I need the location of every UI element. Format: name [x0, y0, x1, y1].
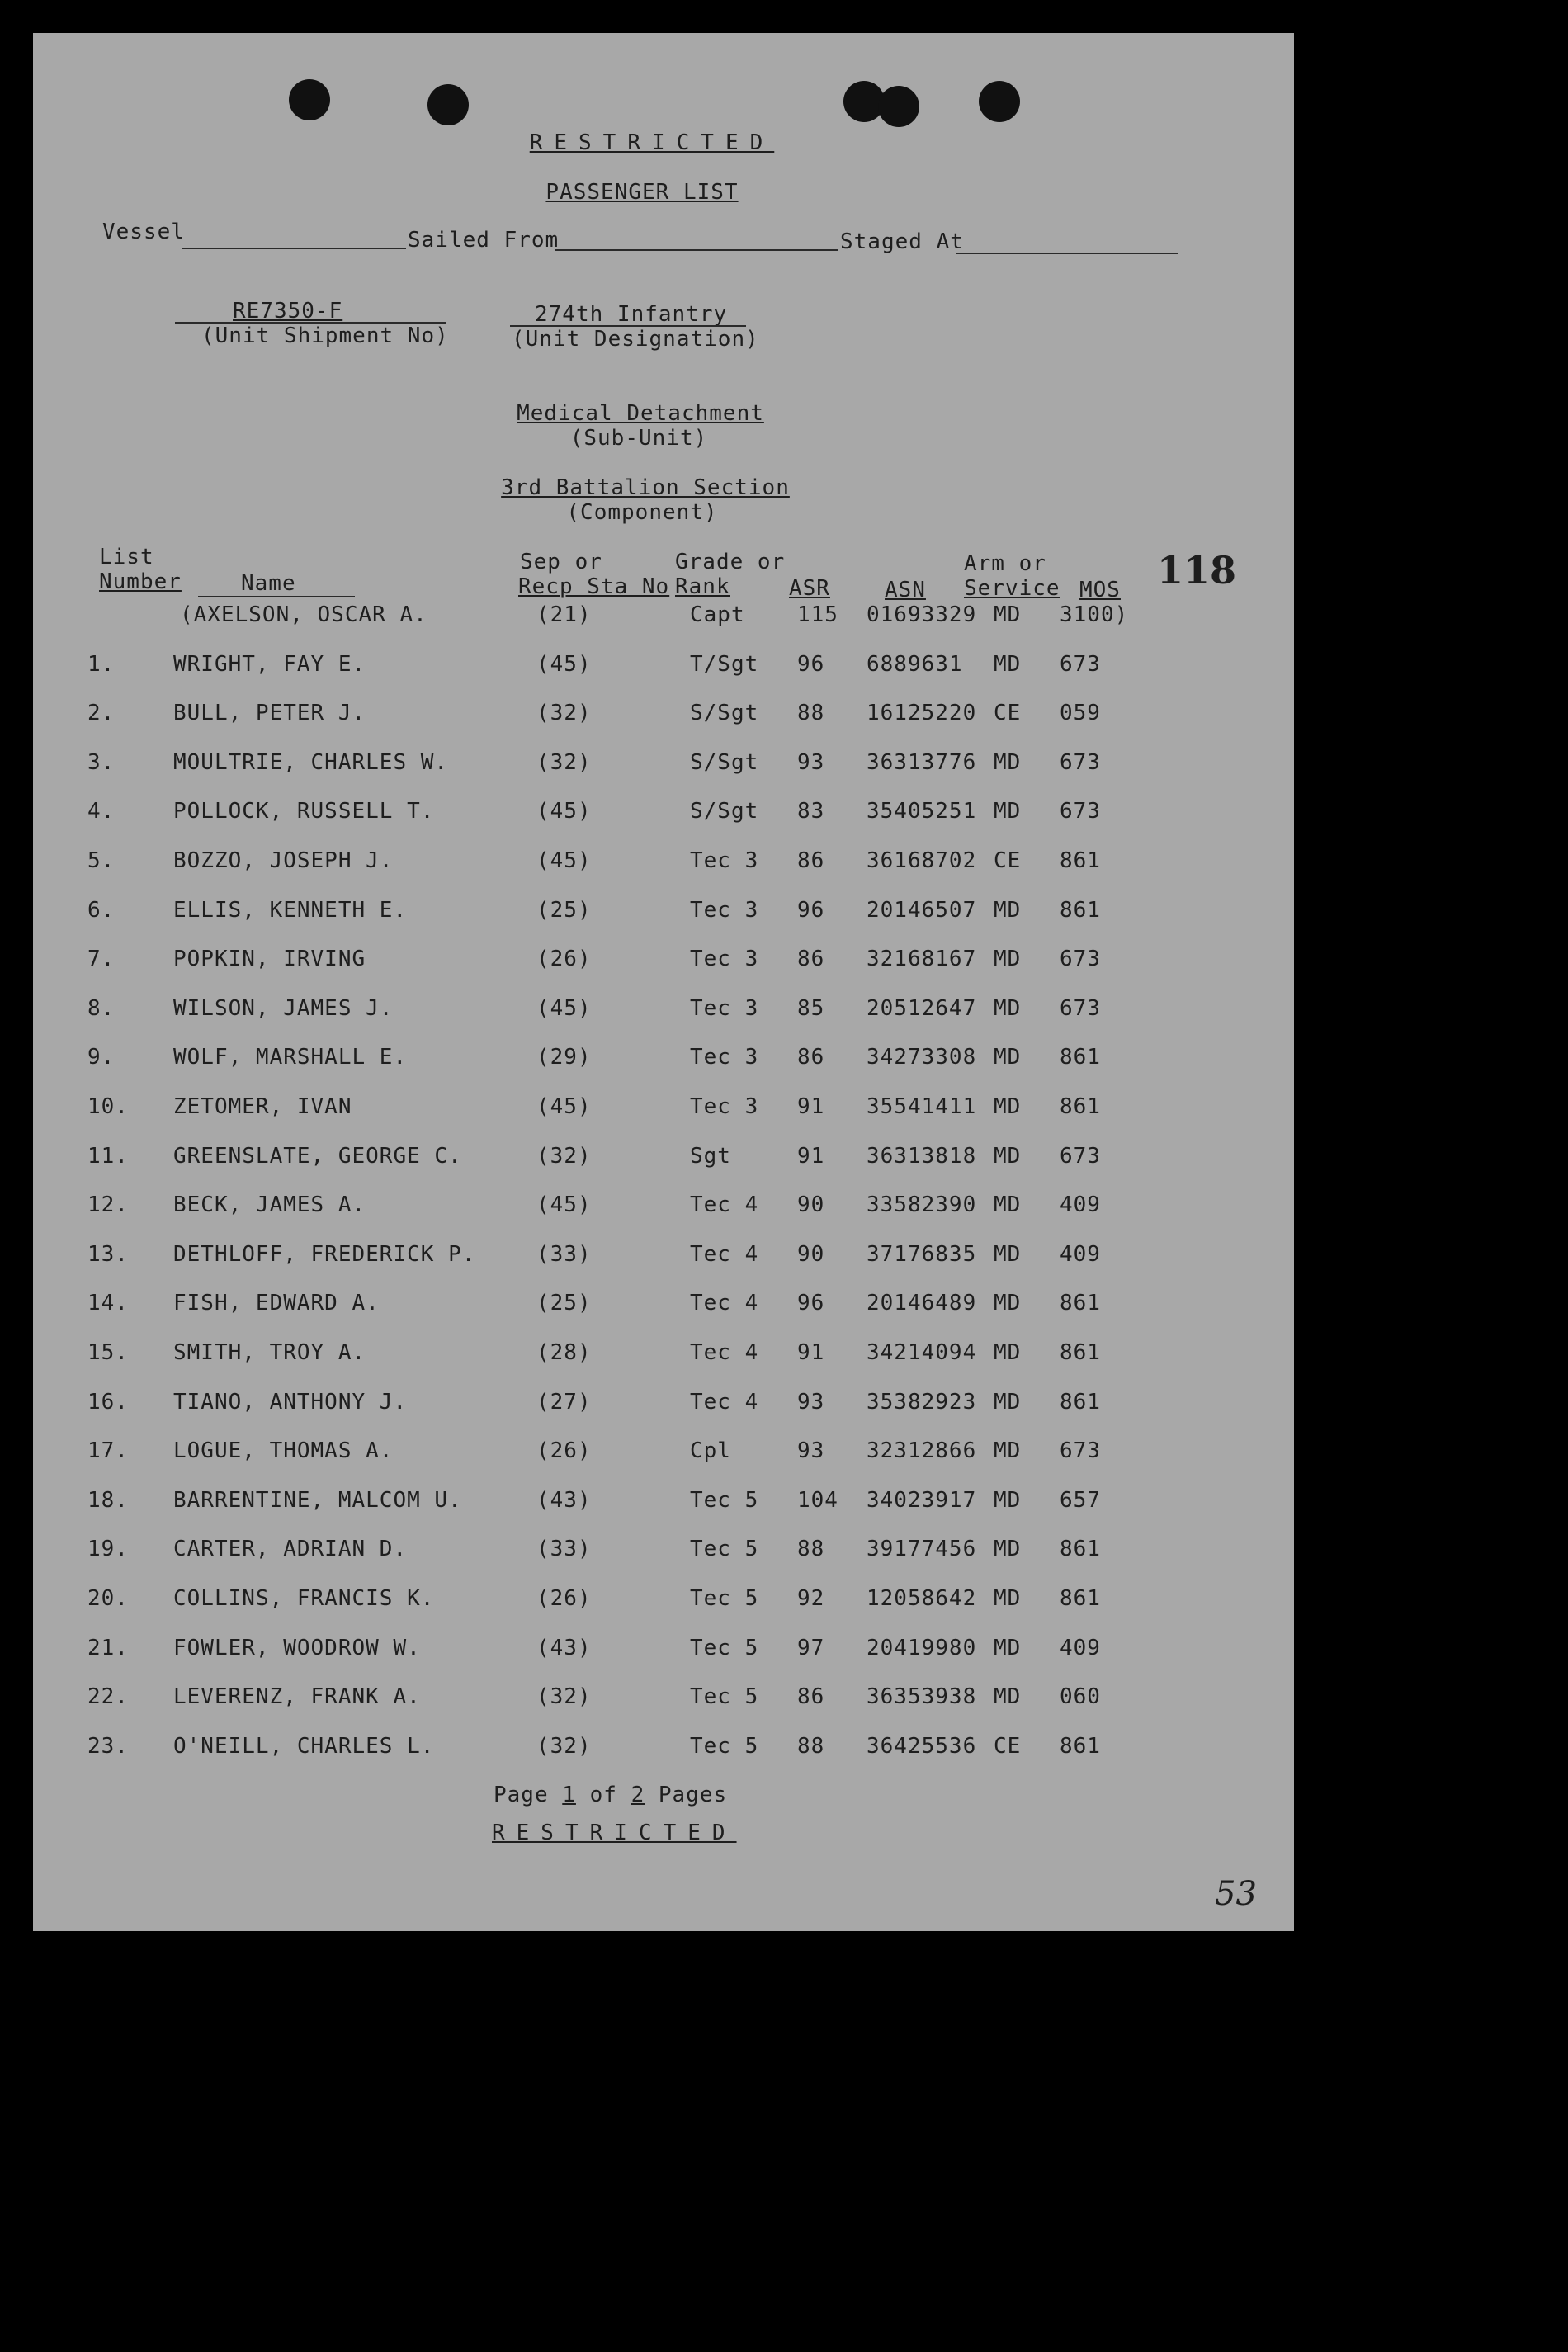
- col-asn: ASN: [885, 578, 926, 602]
- recp-sta-no: (21): [536, 602, 592, 627]
- recp-sta-no: (32): [536, 1144, 592, 1169]
- col-arm-or: Arm or: [964, 551, 1046, 576]
- mos-code: 861: [1060, 1537, 1101, 1561]
- arm-service: MD: [994, 947, 1022, 971]
- arm-service: MD: [994, 1488, 1022, 1513]
- arm-service: MD: [994, 898, 1022, 923]
- list-number: 5.: [87, 848, 116, 873]
- recp-sta-no: (29): [536, 1045, 592, 1070]
- asr-score: 93: [797, 1390, 825, 1415]
- asr-score: 86: [797, 947, 825, 971]
- army-serial-number: 20419980: [867, 1636, 977, 1660]
- asr-score: 104: [797, 1488, 838, 1513]
- staged-at-field: [956, 253, 1178, 254]
- arm-service: MD: [994, 1390, 1022, 1415]
- arm-service: CE: [994, 1734, 1022, 1759]
- passenger-name: (AXELSON, OSCAR A.: [180, 602, 427, 627]
- handwritten-number: 53: [1215, 1875, 1257, 1913]
- list-number: 16.: [87, 1390, 129, 1415]
- asr-score: 91: [797, 1340, 825, 1365]
- list-number: 21.: [87, 1636, 129, 1660]
- army-serial-number: 12058642: [867, 1586, 977, 1611]
- recp-sta-no: (45): [536, 1193, 592, 1217]
- list-number: 11.: [87, 1144, 129, 1169]
- page-indicator: [494, 1783, 727, 1807]
- army-serial-number: 35405251: [867, 799, 977, 824]
- mos-code: 3100): [1060, 602, 1129, 627]
- army-serial-number: 32168167: [867, 947, 977, 971]
- punch-hole: [878, 86, 919, 127]
- arm-service: MD: [994, 1537, 1022, 1561]
- recp-sta-no: (45): [536, 996, 592, 1021]
- sub-unit-caption: (Sub-Unit): [569, 426, 708, 451]
- page-prefix: Page: [494, 1783, 549, 1807]
- mos-code: 409: [1060, 1193, 1101, 1217]
- asr-score: 90: [797, 1193, 825, 1217]
- passenger-name: MOULTRIE, CHARLES W.: [173, 750, 449, 775]
- grade-rank: Tec 4: [690, 1242, 759, 1267]
- asr-score: 86: [797, 848, 825, 873]
- grade-rank: Tec 5: [690, 1488, 759, 1513]
- mos-code: 861: [1060, 848, 1101, 873]
- army-serial-number: 37176835: [867, 1242, 977, 1267]
- list-number: 14.: [87, 1291, 129, 1315]
- sailed-from-field: [555, 249, 838, 251]
- col-recp-sta-no: Recp Sta No: [518, 574, 670, 599]
- recp-sta-no: (28): [536, 1340, 592, 1365]
- asr-score: 92: [797, 1586, 825, 1611]
- mos-code: 673: [1060, 750, 1101, 775]
- arm-service: MD: [994, 1291, 1022, 1315]
- mos-code: 059: [1060, 701, 1101, 725]
- asr-score: 91: [797, 1144, 825, 1169]
- recp-sta-no: (43): [536, 1636, 592, 1660]
- component-caption: (Component): [566, 500, 718, 525]
- document-title: PASSENGER LIST: [545, 180, 739, 205]
- mos-code: 673: [1060, 652, 1101, 677]
- asr-score: 88: [797, 1537, 825, 1561]
- mos-code: 060: [1060, 1684, 1101, 1709]
- name-header-rule: [198, 596, 355, 597]
- grade-rank: S/Sgt: [690, 701, 759, 725]
- army-serial-number: 33582390: [867, 1193, 977, 1217]
- restricted-header: RESTRICTED: [529, 130, 775, 155]
- arm-service: MD: [994, 1193, 1022, 1217]
- list-number: 17.: [87, 1438, 129, 1463]
- grade-rank: Tec 4: [690, 1291, 759, 1315]
- asr-score: 91: [797, 1094, 825, 1119]
- passenger-name: CARTER, ADRIAN D.: [173, 1537, 408, 1561]
- list-number: 15.: [87, 1340, 129, 1365]
- army-serial-number: 36425536: [867, 1734, 977, 1759]
- list-number: 23.: [87, 1734, 129, 1759]
- recp-sta-no: (45): [536, 1094, 592, 1119]
- col-grade-or: Grade or: [675, 550, 786, 574]
- army-serial-number: 36313818: [867, 1144, 977, 1169]
- passenger-name: POLLOCK, RUSSELL T.: [173, 799, 435, 824]
- mos-code: 673: [1060, 1144, 1101, 1169]
- asr-score: 115: [797, 602, 838, 627]
- asr-score: 85: [797, 996, 825, 1021]
- staged-at-label: Staged At: [840, 229, 964, 254]
- list-number: 1.: [87, 652, 116, 677]
- list-number: 4.: [87, 799, 116, 824]
- recp-sta-no: (43): [536, 1488, 592, 1513]
- grade-rank: Tec 4: [690, 1340, 759, 1365]
- passenger-name: BOZZO, JOSEPH J.: [173, 848, 394, 873]
- arm-service: MD: [994, 750, 1022, 775]
- mos-code: 657: [1060, 1488, 1101, 1513]
- passenger-name: BECK, JAMES A.: [173, 1193, 366, 1217]
- passenger-name: ZETOMER, IVAN: [173, 1094, 352, 1119]
- army-serial-number: 01693329: [867, 602, 977, 627]
- passenger-name: BARRENTINE, MALCOM U.: [173, 1488, 462, 1513]
- asr-score: 97: [797, 1636, 825, 1660]
- asr-score: 96: [797, 1291, 825, 1315]
- vessel-label: Vessel: [102, 220, 185, 244]
- army-serial-number: 20512647: [867, 996, 977, 1021]
- recp-sta-no: (32): [536, 1734, 592, 1759]
- recp-sta-no: (45): [536, 848, 592, 873]
- passenger-name: WRIGHT, FAY E.: [173, 652, 366, 677]
- asr-score: 88: [797, 1734, 825, 1759]
- army-serial-number: 36353938: [867, 1684, 977, 1709]
- component: 3rd Battalion Section: [501, 475, 790, 500]
- army-serial-number: 32312866: [867, 1438, 977, 1463]
- unit-shipment-number: RE7350-F: [233, 299, 343, 324]
- recp-sta-no: (33): [536, 1537, 592, 1561]
- recp-sta-no: (32): [536, 701, 592, 725]
- grade-rank: Tec 3: [690, 996, 759, 1021]
- grade-rank: Capt: [690, 602, 745, 627]
- army-serial-number: 6889631: [867, 652, 963, 677]
- passenger-name: WOLF, MARSHALL E.: [173, 1045, 408, 1070]
- mos-code: 861: [1060, 1390, 1101, 1415]
- grade-rank: Tec 3: [690, 947, 759, 971]
- sailed-from-label: Sailed From: [408, 228, 560, 253]
- arm-service: MD: [994, 1144, 1022, 1169]
- passenger-name: TIANO, ANTHONY J.: [173, 1390, 408, 1415]
- vessel-field: [182, 248, 406, 249]
- col-service: Service: [964, 576, 1060, 601]
- recp-sta-no: (45): [536, 652, 592, 677]
- asr-score: 90: [797, 1242, 825, 1267]
- recp-sta-no: (25): [536, 1291, 592, 1315]
- col-rank: Rank: [675, 574, 730, 599]
- recp-sta-no: (26): [536, 1586, 592, 1611]
- passenger-name: SMITH, TROY A.: [173, 1340, 366, 1365]
- passenger-name: ELLIS, KENNETH E.: [173, 898, 408, 923]
- arm-service: MD: [994, 652, 1022, 677]
- grade-rank: Cpl: [690, 1438, 731, 1463]
- col-mos: MOS: [1079, 578, 1121, 602]
- arm-service: MD: [994, 1586, 1022, 1611]
- unit-designation-caption: (Unit Designation): [512, 327, 759, 352]
- mos-code: 673: [1060, 947, 1101, 971]
- col-asr: ASR: [789, 576, 830, 601]
- arm-service: MD: [994, 799, 1022, 824]
- col-list: List: [99, 545, 154, 569]
- mos-code: 673: [1060, 1438, 1101, 1463]
- list-number: 13.: [87, 1242, 129, 1267]
- passenger-name: LEVERENZ, FRANK A.: [173, 1684, 421, 1709]
- recp-sta-no: (32): [536, 1684, 592, 1709]
- mos-code: 861: [1060, 1340, 1101, 1365]
- passenger-name: O'NEILL, CHARLES L.: [173, 1734, 435, 1759]
- recp-sta-no: (33): [536, 1242, 592, 1267]
- asr-score: 93: [797, 1438, 825, 1463]
- col-sep-or: Sep or: [520, 550, 602, 574]
- arm-service: MD: [994, 1242, 1022, 1267]
- army-serial-number: 20146489: [867, 1291, 977, 1315]
- recp-sta-no: (45): [536, 799, 592, 824]
- arm-service: MD: [994, 1438, 1022, 1463]
- recp-sta-no: (27): [536, 1390, 592, 1415]
- grade-rank: Tec 5: [690, 1636, 759, 1660]
- page-number: 118: [1157, 548, 1237, 593]
- passenger-name: LOGUE, THOMAS A.: [173, 1438, 394, 1463]
- grade-rank: S/Sgt: [690, 799, 759, 824]
- passenger-name: FOWLER, WOODROW W.: [173, 1636, 421, 1660]
- list-number: 8.: [87, 996, 116, 1021]
- grade-rank: T/Sgt: [690, 652, 759, 677]
- mos-code: 861: [1060, 1045, 1101, 1070]
- army-serial-number: 39177456: [867, 1537, 977, 1561]
- mos-code: 861: [1060, 1291, 1101, 1315]
- asr-score: 86: [797, 1684, 825, 1709]
- recp-sta-no: (32): [536, 750, 592, 775]
- grade-rank: Tec 4: [690, 1193, 759, 1217]
- asr-score: 96: [797, 652, 825, 677]
- restricted-footer: RESTRICTED: [492, 1821, 737, 1845]
- army-serial-number: 16125220: [867, 701, 977, 725]
- army-serial-number: 36168702: [867, 848, 977, 873]
- list-number: 19.: [87, 1537, 129, 1561]
- passenger-name: DETHLOFF, FREDERICK P.: [173, 1242, 476, 1267]
- list-number: 7.: [87, 947, 116, 971]
- passenger-name: BULL, PETER J.: [173, 701, 366, 725]
- army-serial-number: 35541411: [867, 1094, 977, 1119]
- army-serial-number: 20146507: [867, 898, 977, 923]
- list-number: 20.: [87, 1586, 129, 1611]
- recp-sta-no: (26): [536, 1438, 592, 1463]
- grade-rank: Tec 3: [690, 848, 759, 873]
- recp-sta-no: (25): [536, 898, 592, 923]
- list-number: 3.: [87, 750, 116, 775]
- page-of: of: [589, 1783, 617, 1807]
- grade-rank: Tec 3: [690, 1045, 759, 1070]
- arm-service: CE: [994, 848, 1022, 873]
- arm-service: MD: [994, 1094, 1022, 1119]
- unit-shipment-caption: (Unit Shipment No): [201, 324, 449, 348]
- col-number: Number: [99, 569, 182, 594]
- mos-code: 861: [1060, 1586, 1101, 1611]
- punch-hole: [427, 84, 469, 125]
- recp-sta-no: (26): [536, 947, 592, 971]
- sub-unit: Medical Detachment: [517, 401, 764, 426]
- list-number: 6.: [87, 898, 116, 923]
- passenger-name: POPKIN, IRVING: [173, 947, 366, 971]
- page-total: 2: [631, 1783, 645, 1807]
- list-number: 10.: [87, 1094, 129, 1119]
- army-serial-number: 34214094: [867, 1340, 977, 1365]
- arm-service: MD: [994, 1636, 1022, 1660]
- mos-code: 861: [1060, 898, 1101, 923]
- grade-rank: Tec 5: [690, 1684, 759, 1709]
- arm-service: CE: [994, 701, 1022, 725]
- passenger-name: FISH, EDWARD A.: [173, 1291, 380, 1315]
- grade-rank: Tec 5: [690, 1586, 759, 1611]
- list-number: 18.: [87, 1488, 129, 1513]
- mos-code: 861: [1060, 1734, 1101, 1759]
- mos-code: 673: [1060, 996, 1101, 1021]
- list-number: 9.: [87, 1045, 116, 1070]
- army-serial-number: 34273308: [867, 1045, 977, 1070]
- grade-rank: Tec 4: [690, 1390, 759, 1415]
- passenger-name: GREENSLATE, GEORGE C.: [173, 1144, 462, 1169]
- list-number: 12.: [87, 1193, 129, 1217]
- passenger-name: WILSON, JAMES J.: [173, 996, 394, 1021]
- asr-score: 96: [797, 898, 825, 923]
- arm-service: MD: [994, 1045, 1022, 1070]
- army-serial-number: 35382923: [867, 1390, 977, 1415]
- unit-designation: 274th Infantry: [535, 302, 728, 327]
- grade-rank: Tec 3: [690, 898, 759, 923]
- army-serial-number: 34023917: [867, 1488, 977, 1513]
- mos-code: 409: [1060, 1636, 1101, 1660]
- asr-score: 83: [797, 799, 825, 824]
- punch-hole: [979, 81, 1020, 122]
- asr-score: 86: [797, 1045, 825, 1070]
- punch-hole: [289, 79, 330, 120]
- list-number: 22.: [87, 1684, 129, 1709]
- grade-rank: Tec 5: [690, 1537, 759, 1561]
- asr-score: 93: [797, 750, 825, 775]
- grade-rank: S/Sgt: [690, 750, 759, 775]
- arm-service: MD: [994, 602, 1022, 627]
- asr-score: 88: [797, 701, 825, 725]
- arm-service: MD: [994, 996, 1022, 1021]
- arm-service: MD: [994, 1340, 1022, 1365]
- passenger-name: COLLINS, FRANCIS K.: [173, 1586, 435, 1611]
- mos-code: 673: [1060, 799, 1101, 824]
- army-serial-number: 36313776: [867, 750, 977, 775]
- list-number: 2.: [87, 701, 116, 725]
- mos-code: 861: [1060, 1094, 1101, 1119]
- mos-code: 409: [1060, 1242, 1101, 1267]
- col-name: Name: [241, 571, 296, 596]
- page-current: 1: [562, 1783, 576, 1807]
- grade-rank: Sgt: [690, 1144, 731, 1169]
- arm-service: MD: [994, 1684, 1022, 1709]
- page-suffix: Pages: [658, 1783, 728, 1807]
- grade-rank: Tec 5: [690, 1734, 759, 1759]
- grade-rank: Tec 3: [690, 1094, 759, 1119]
